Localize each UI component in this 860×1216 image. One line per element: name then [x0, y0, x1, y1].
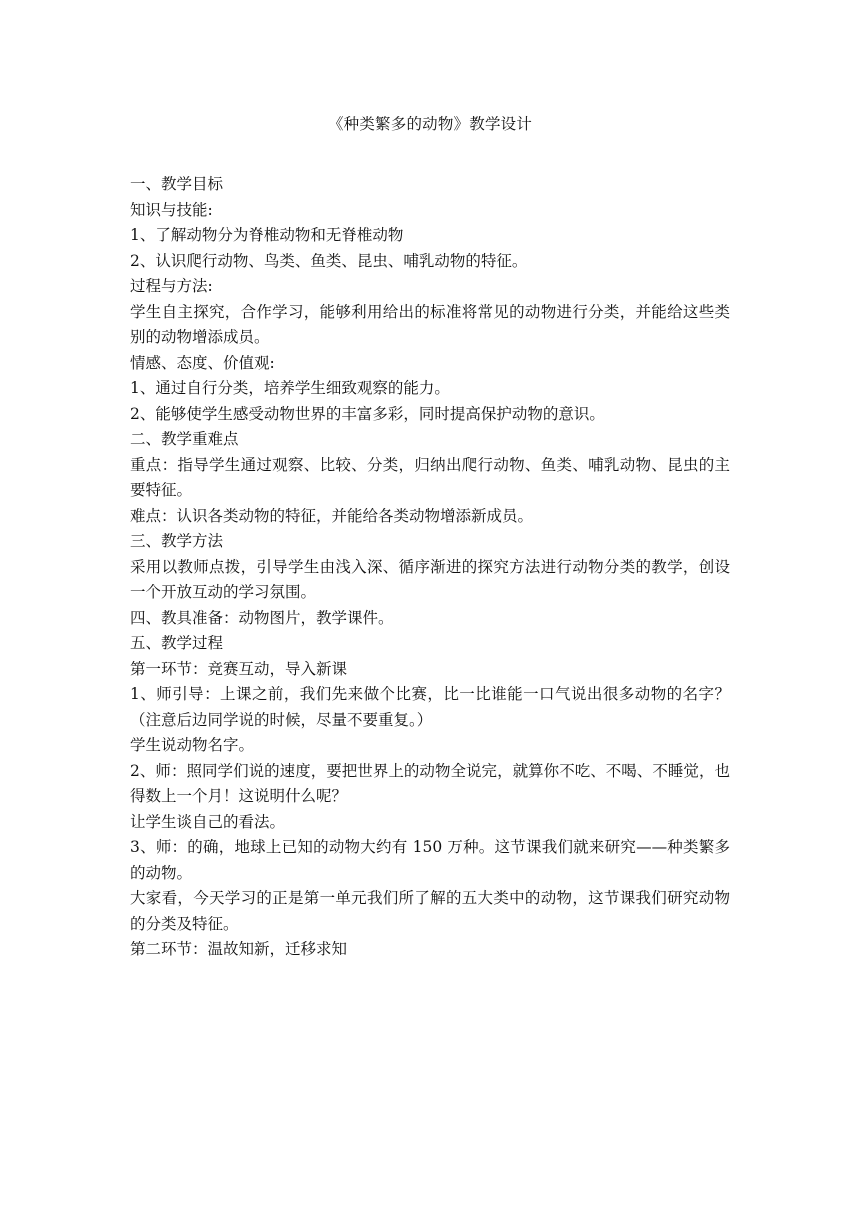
paragraph: 采用以教师点拨，引导学生由浅入深、循序渐进的探究方法进行动物分类的教学，创设一个开放互动的学习氛围。: [130, 557, 730, 601]
subheading-attitude-values: 情感、态度、价值观:: [130, 353, 275, 372]
subheading-knowledge-skills: 知识与技能:: [130, 200, 213, 219]
paragraph: 2、能够使学生感受动物世界的丰富多彩，同时提高保护动物的意识。: [130, 404, 605, 423]
subheading-step-two: 第二环节：温故知新，迁移求知: [130, 940, 348, 958]
subheading-step-one: 第一环节：竞赛互动，导入新课: [130, 659, 348, 678]
paragraph: 1、师引导：上课之前，我们先来做个比赛，比一比谁能一口气说出很多动物的名字？（注意后边同学说的时候，尽量不要重复。）: [130, 685, 730, 729]
paragraph: 1、通过自行分类，培养学生细致观察的能力。: [130, 379, 450, 397]
subheading-process-method: 过程与方法:: [130, 277, 213, 295]
paragraph: 2、认识爬行动物、鸟类、鱼类、昆虫、哺乳动物的特征。: [130, 251, 528, 270]
document-body: [130, 172, 730, 963]
paragraph: 重点：指导学生通过观察、比较、分类，归纳出爬行动物、鱼类、哺乳动物、昆虫的主要特征。: [130, 455, 730, 499]
paragraph: 1、了解动物分为脊椎动物和无脊椎动物: [130, 226, 404, 244]
section-heading-process: 五、教学过程: [130, 634, 224, 652]
paragraph: 学生自主探究，合作学习，能够利用给出的标准将常见的动物进行分类，并能给这些类别的动物增添成员。: [130, 302, 730, 346]
paragraph: 让学生谈自己的看法。: [130, 812, 286, 831]
section-heading-materials: 四、教具准备：动物图片，教学课件。: [130, 608, 394, 627]
document-title: 《种类繁多的动物》教学设计: [327, 115, 533, 133]
paragraph: 大家看，今天学习的正是第一单元我们所了解的五大类中的动物，这节课我们研究动物的分类及特征。: [130, 889, 730, 933]
section-heading-objectives: 一、教学目标: [130, 175, 224, 193]
paragraph: 难点：认识各类动物的特征，并能给各类动物增添新成员。: [130, 506, 534, 525]
section-heading-method: 三、教学方法: [130, 532, 224, 550]
paragraph: 学生说动物名字。: [130, 736, 255, 754]
section-heading-key-points: 二、教学重难点: [130, 430, 239, 448]
paragraph: 3、师：的确，地球上已知的动物大约有 150 万种。这节课我们就来研究——种类繁多的动物。: [130, 838, 730, 882]
paragraph: 2、师：照同学们说的速度，要把世界上的动物全说完，就算你不吃、不喝、不睡觉，也得数上一个月！这说明什么呢？: [130, 761, 730, 805]
